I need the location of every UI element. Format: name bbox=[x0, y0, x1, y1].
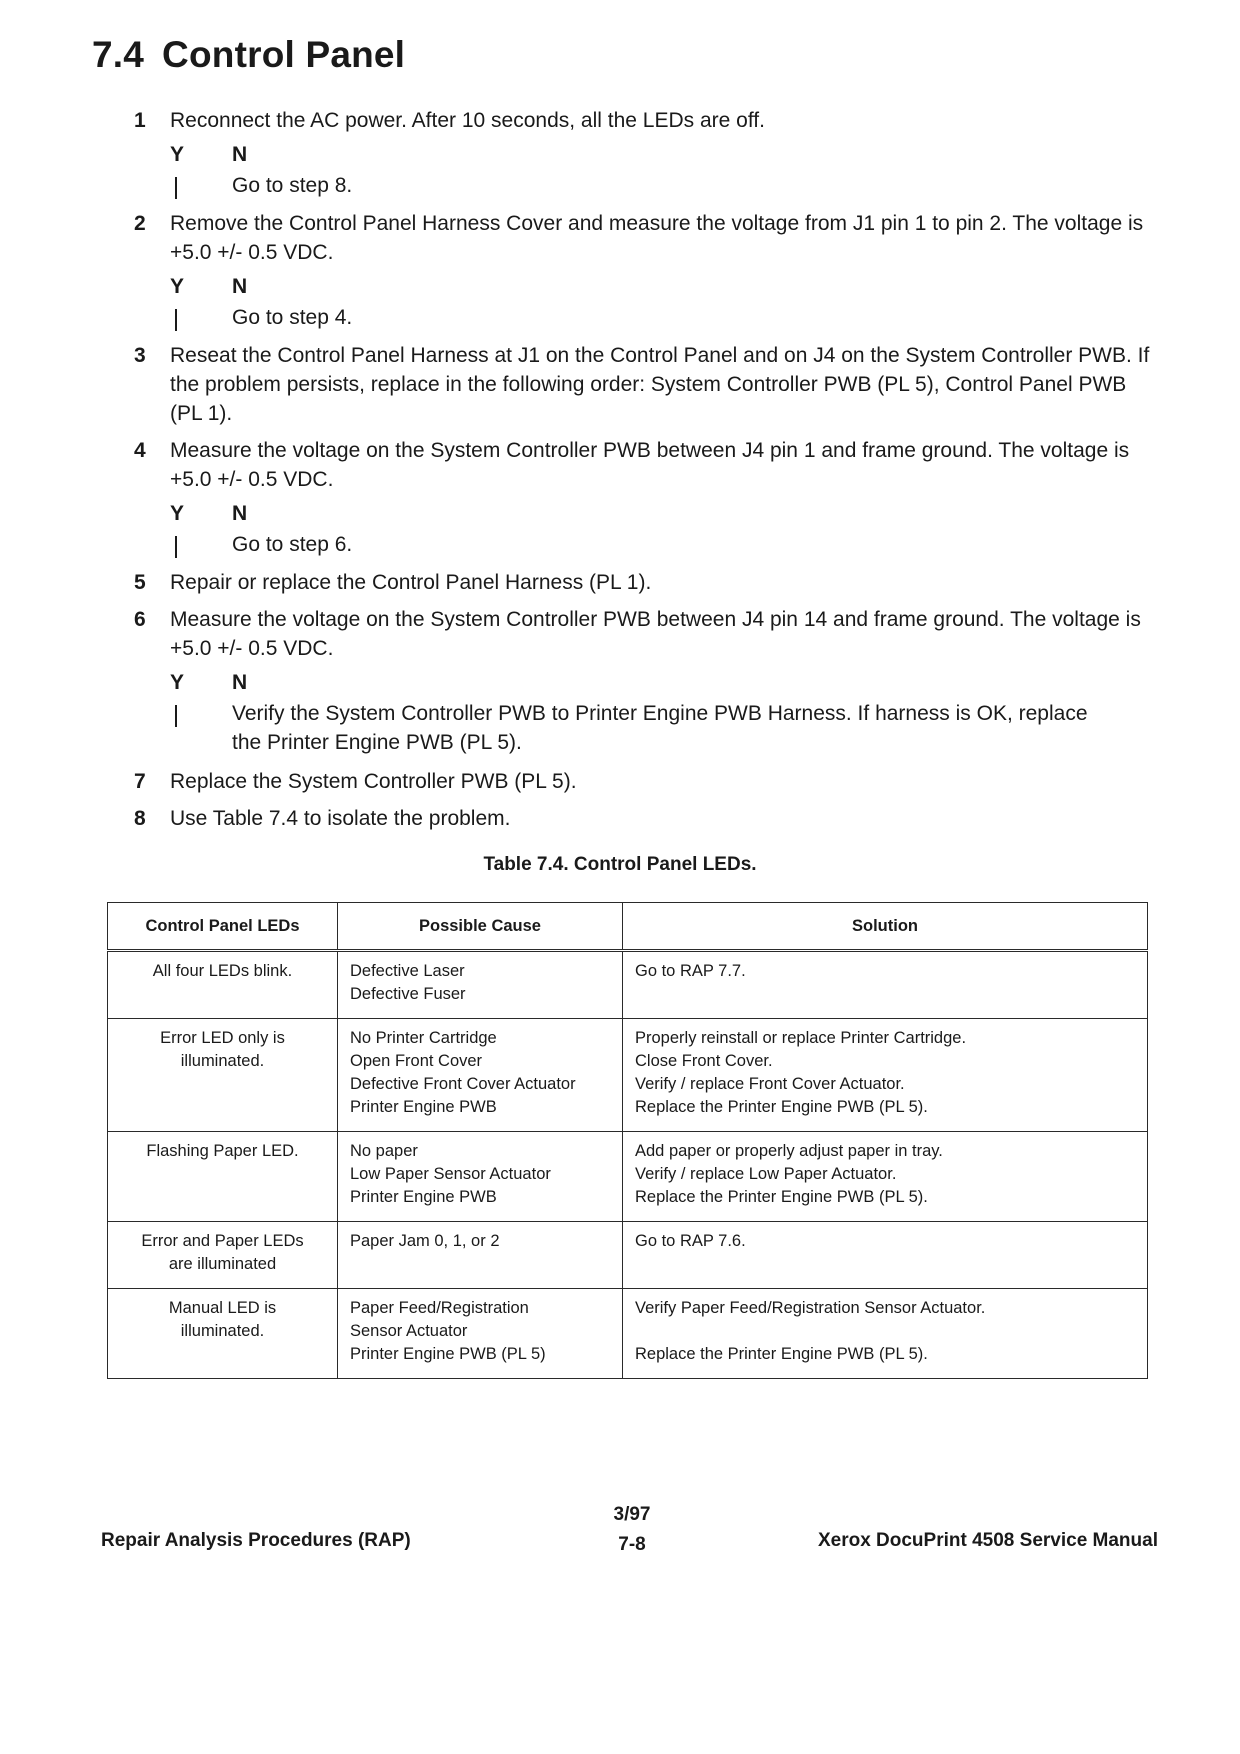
cell-line: illuminated. bbox=[180, 1322, 265, 1340]
yes-label: Y bbox=[170, 143, 185, 166]
no-label: N bbox=[232, 502, 248, 525]
yes-no-branch-4 bbox=[0, 502, 1240, 560]
no-action: Go to step 4. bbox=[232, 306, 353, 329]
step-number: 2 bbox=[134, 212, 146, 235]
step-number: 8 bbox=[134, 807, 146, 830]
cell-line: Go to RAP 7.7. bbox=[635, 962, 746, 980]
led-cell bbox=[108, 1222, 338, 1289]
cell-line: Error and Paper LEDs bbox=[141, 1232, 304, 1250]
no-label: N bbox=[232, 275, 248, 298]
page-title bbox=[92, 34, 405, 76]
no-action: Verify the System Controller PWB to Printer Engine PWB Harness. If harness is OK, replace the Printer Engine PWB (PL 5). bbox=[232, 702, 1088, 754]
step-text: Reseat the Control Panel Harness at J1 on the Control Panel and on J4 on the System Controller PWB. If the problem persists, replace in the following order: System Controller PWB (PL 5), Control Panel PWB (PL 1). bbox=[170, 344, 1150, 425]
cause-cell bbox=[338, 1132, 623, 1222]
cell-line: All four LEDs blink. bbox=[152, 962, 293, 980]
cell-line: Defective Front Cover Actuator bbox=[350, 1075, 576, 1093]
branch-bar bbox=[175, 309, 177, 331]
solution-cell bbox=[623, 1132, 1148, 1222]
cell-line: Open Front Cover bbox=[350, 1052, 483, 1070]
step-4 bbox=[0, 436, 1160, 494]
solution-cell bbox=[623, 1222, 1148, 1289]
cell-line bbox=[635, 1320, 1135, 1343]
table-row bbox=[108, 1132, 1148, 1222]
step-5 bbox=[0, 568, 1160, 597]
yes-label: Y bbox=[170, 275, 185, 298]
table-caption: Table 7.4. Control Panel LEDs. bbox=[483, 854, 757, 875]
footer-manual-title: Xerox DocuPrint 4508 Service Manual bbox=[817, 1530, 1158, 1551]
cell-line: Replace the Printer Engine PWB (PL 5). bbox=[635, 1345, 928, 1363]
step-3 bbox=[0, 341, 1160, 428]
step-text: Use Table 7.4 to isolate the problem. bbox=[170, 807, 511, 830]
step-8 bbox=[0, 804, 1160, 833]
step-number: 1 bbox=[134, 109, 146, 132]
step-text: Measure the voltage on the System Controller PWB between J4 pin 1 and frame ground. The voltage is +5.0 +/- 0.5 VDC. bbox=[170, 439, 1130, 491]
cell-line: Low Paper Sensor Actuator bbox=[350, 1165, 551, 1183]
section-number: 7.4 bbox=[92, 34, 145, 75]
no-action: Go to step 6. bbox=[232, 533, 353, 556]
cell-line: Defective Fuser bbox=[350, 985, 466, 1003]
cell-line: Replace the Printer Engine PWB (PL 5). bbox=[635, 1188, 928, 1206]
cell-line: Paper Jam 0, 1, or 2 bbox=[350, 1232, 500, 1250]
step-number: 7 bbox=[134, 770, 146, 793]
step-6 bbox=[0, 605, 1160, 663]
cell-line: Manual LED is bbox=[168, 1299, 277, 1317]
cell-line: Printer Engine PWB (PL 5) bbox=[350, 1345, 546, 1363]
table-body bbox=[108, 951, 1148, 1379]
cell-line: Verify Paper Feed/Registration Sensor Actuator. bbox=[635, 1299, 986, 1317]
yes-label: Y bbox=[170, 671, 185, 694]
no-label: N bbox=[232, 671, 248, 694]
cell-line: Printer Engine PWB bbox=[350, 1098, 497, 1116]
procedure-steps bbox=[0, 106, 1240, 841]
footer-center bbox=[600, 1500, 664, 1560]
footer-section: Repair Analysis Procedures (RAP) bbox=[101, 1530, 411, 1551]
step-text: Replace the System Controller PWB (PL 5). bbox=[170, 770, 577, 793]
branch-bar bbox=[175, 177, 177, 199]
cell-line: Flashing Paper LED. bbox=[146, 1142, 299, 1160]
branch-bar bbox=[175, 705, 177, 727]
cell-line: No paper bbox=[350, 1142, 418, 1160]
solution-cell bbox=[623, 951, 1148, 1019]
cell-line: Defective Laser bbox=[350, 962, 465, 980]
cell-line: Paper Feed/Registration bbox=[350, 1299, 529, 1317]
cell-line: Error LED only is bbox=[160, 1029, 285, 1047]
no-label: N bbox=[232, 143, 248, 166]
cell-line: Printer Engine PWB bbox=[350, 1188, 497, 1206]
cell-line: No Printer Cartridge bbox=[350, 1029, 497, 1047]
header-solution: Solution bbox=[623, 903, 1148, 951]
cell-line: Verify / replace Front Cover Actuator. bbox=[635, 1075, 905, 1093]
no-action: Go to step 8. bbox=[232, 174, 353, 197]
step-2 bbox=[0, 209, 1160, 267]
yes-no-branch-6 bbox=[0, 671, 1240, 759]
yes-label: Y bbox=[170, 502, 185, 525]
header-control-panel-leds: Control Panel LEDs bbox=[108, 903, 338, 951]
cell-line: Go to RAP 7.6. bbox=[635, 1232, 746, 1250]
cause-cell bbox=[338, 1289, 623, 1379]
table-header-row bbox=[108, 903, 1148, 951]
table-row bbox=[108, 1019, 1148, 1132]
step-7 bbox=[0, 767, 1160, 796]
cell-line: Properly reinstall or replace Printer Cartridge. bbox=[635, 1029, 967, 1047]
header-possible-cause: Possible Cause bbox=[338, 903, 623, 951]
step-text: Remove the Control Panel Harness Cover and measure the voltage from J1 pin 1 to pin 2. The voltage is +5.0 +/- 0.5 VDC. bbox=[170, 212, 1144, 264]
cause-cell bbox=[338, 1222, 623, 1289]
led-cell bbox=[108, 951, 338, 1019]
yes-no-branch-2 bbox=[0, 275, 1240, 333]
cause-cell bbox=[338, 951, 623, 1019]
section-title: Control Panel bbox=[162, 34, 406, 75]
cell-line: are illuminated bbox=[168, 1255, 277, 1273]
cell-line: illuminated. bbox=[180, 1052, 265, 1070]
branch-bar bbox=[175, 536, 177, 558]
cell-line: Replace the Printer Engine PWB (PL 5). bbox=[635, 1098, 928, 1116]
cell-line: Close Front Cover. bbox=[635, 1052, 773, 1070]
led-cell bbox=[108, 1019, 338, 1132]
step-1 bbox=[0, 106, 1160, 135]
footer-page-number: 7-8 bbox=[618, 1534, 646, 1555]
led-cell bbox=[108, 1289, 338, 1379]
solution-cell bbox=[623, 1019, 1148, 1132]
step-number: 3 bbox=[134, 344, 146, 367]
step-text: Repair or replace the Control Panel Harness (PL 1). bbox=[170, 571, 652, 594]
cell-line: Sensor Actuator bbox=[350, 1322, 468, 1340]
table-row bbox=[108, 951, 1148, 1019]
step-number: 6 bbox=[134, 608, 146, 631]
step-number: 5 bbox=[134, 571, 146, 594]
cell-line: Verify / replace Low Paper Actuator. bbox=[635, 1165, 897, 1183]
yes-no-branch-1 bbox=[0, 143, 1240, 201]
table-row bbox=[108, 1222, 1148, 1289]
led-cell bbox=[108, 1132, 338, 1222]
footer-date: 3/97 bbox=[613, 1504, 651, 1525]
step-text: Reconnect the AC power. After 10 seconds, all the LEDs are off. bbox=[170, 109, 765, 132]
solution-cell bbox=[623, 1289, 1148, 1379]
step-text: Measure the voltage on the System Controller PWB between J4 pin 14 and frame ground. The voltage is +5.0 +/- 0.5 VDC. bbox=[170, 608, 1141, 660]
table-row bbox=[108, 1289, 1148, 1379]
step-number: 4 bbox=[134, 439, 146, 462]
control-panel-led-table bbox=[107, 902, 1148, 1379]
cause-cell bbox=[338, 1019, 623, 1132]
cell-line: Add paper or properly adjust paper in tray. bbox=[635, 1142, 943, 1160]
